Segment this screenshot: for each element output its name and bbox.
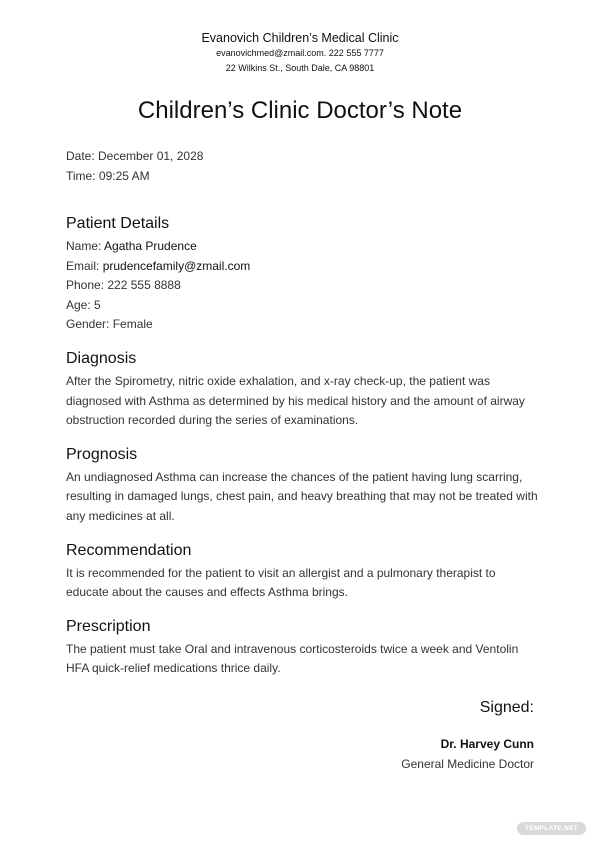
recommendation-text: It is recommended for the patient to visit an allergist and a pulmonary therapist to educate about the causes and effects Asthma brings.: [66, 565, 496, 600]
patient-age: Age: 5: [66, 297, 101, 312]
clinic-header: [0, 30, 600, 76]
clinic-name: Evanovich Children’s Medical Clinic: [201, 31, 399, 45]
page-title: Children’s Clinic Doctor’s Note: [137, 97, 463, 124]
signature-block: [401, 697, 534, 774]
patient-email-value: prudencefamily@zmail.com: [102, 258, 251, 273]
note-date: Date: December 01, 2028: [66, 149, 204, 163]
signed-label: Signed:: [479, 699, 534, 716]
doctor-title: General Medicine Doctor: [401, 757, 534, 771]
clinic-contact: evanovichmed@zmail.com. 222 555 7777: [216, 48, 384, 58]
template-watermark: TEMPLATE.NET: [517, 822, 586, 835]
prescription-text: The patient must take Oral and intravenous corticosteroids twice a week and Ventolin HFA quick-relief medications thrice daily.: [66, 641, 519, 676]
prognosis-heading: Prognosis: [66, 445, 138, 463]
patient-phone: Phone: 222 555 8888: [66, 278, 181, 293]
note-time: Time: 09:25 AM: [66, 168, 150, 183]
recommendation-section: [66, 540, 538, 603]
patient-name-value: Agatha Prudence: [104, 239, 197, 253]
clinic-address: 22 Wilkins St., South Dale, CA 98801: [225, 63, 375, 73]
prognosis-section: [66, 444, 538, 527]
patient-gender: Gender: Female: [66, 317, 153, 332]
prescription-heading: Prescription: [66, 617, 151, 635]
recommendation-heading: Recommendation: [66, 541, 192, 559]
patient-details-heading: Patient Details: [66, 215, 170, 232]
patient-details-section: [66, 213, 538, 335]
doctor-name: Dr. Harvey Cunn: [440, 737, 534, 751]
diagnosis-section: [66, 348, 538, 431]
note-meta: [66, 147, 203, 186]
patient-email-field: [66, 257, 538, 277]
diagnosis-heading: Diagnosis: [66, 349, 137, 367]
prescription-section: [66, 616, 538, 679]
patient-name-label: Name:: [66, 239, 102, 253]
note-content: [66, 213, 538, 692]
diagnosis-text: After the Spirometry, nitric oxide exhalation, and x-ray check-up, the patient was diagnosed with Asthma as determined by his medical history and the amount of airway obstruction recorded during the series of examinations.: [66, 373, 525, 428]
patient-name-field: [66, 237, 538, 257]
patient-email-label: Email:: [66, 258, 100, 273]
prognosis-text: An undiagnosed Asthma can increase the chances of the patient having lung scarring, resulting in damaged lungs, chest pain, and heavy breathing that may not be treated with any medicines at all.: [66, 469, 538, 523]
